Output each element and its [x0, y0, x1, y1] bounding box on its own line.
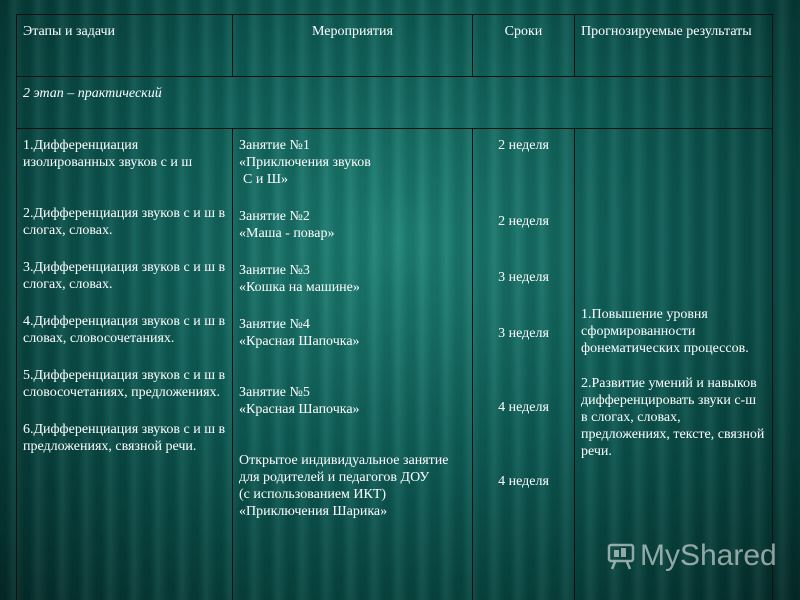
table-header-row — [17, 15, 773, 77]
activity-title: Занятие №5 — [239, 385, 310, 400]
stage-row — [17, 77, 773, 129]
task-item: 3.Дифференциация звуков с и ш в слогах, словах. — [23, 260, 226, 292]
task-item: 2.Дифференциация звуков с и ш в слогах, словах. — [23, 206, 226, 238]
watermark-logo — [606, 536, 777, 576]
activity-title: Занятие №2 — [239, 209, 310, 224]
task-item: 4.Дифференциация звуков с и ш в словах, словосочетаниях. — [23, 314, 226, 346]
activity-name: «Красная Шапочка» — [239, 402, 360, 417]
term-item: 3 неделя — [498, 270, 549, 285]
presentation-board-icon — [606, 541, 636, 571]
activity-title: Занятие №1 — [239, 138, 310, 153]
activities-cell — [233, 129, 473, 600]
tasks-cell — [17, 129, 233, 600]
term-item: 4 неделя — [498, 400, 549, 415]
activity-name: «Кошка на машине» — [239, 280, 360, 295]
results-cell — [575, 129, 773, 600]
stage-label: 2 этап – практический — [17, 77, 773, 129]
activity-name: С и Ш» — [243, 172, 288, 187]
table-row — [17, 129, 773, 600]
task-item: 5.Дифференциация звуков с и ш в словосочетаниях, предложениях. — [23, 368, 226, 400]
header-activities: Мероприятия — [233, 15, 473, 77]
terms-cell — [473, 129, 575, 600]
activity-name: «Красная Шапочка» — [239, 334, 360, 349]
result-item: 1.Повышение уровня сформированности фонематических процессов. — [581, 307, 749, 356]
activity-title: Занятие №4 — [239, 317, 310, 332]
term-item: 2 неделя — [498, 138, 549, 153]
task-item: 6.Дифференциация звуков с и ш в предложениях, связной речи. — [23, 422, 226, 454]
result-item: 2.Развитие умений и навыков дифференцировать звуки с-ш в слогах, словах, предложениях, тексте, связной речи. — [581, 376, 765, 459]
header-stages: Этапы и задачи — [17, 15, 233, 77]
header-results: Прогнозируемые результаты — [575, 15, 773, 77]
term-item: 2 неделя — [498, 214, 549, 229]
header-terms: Сроки — [473, 15, 575, 77]
logo-text: MyShared — [640, 539, 777, 572]
activity-title: Занятие №3 — [239, 263, 310, 278]
term-item: 3 неделя — [498, 326, 549, 341]
activity-name: «Приключения звуков — [239, 155, 371, 170]
activity-name: (с использованием ИКТ) — [239, 487, 387, 502]
term-item: 4 неделя — [498, 474, 549, 489]
activity-name: «Приключения Шарика» — [239, 504, 388, 519]
plan-table — [16, 14, 773, 600]
activity-name: «Маша - повар» — [239, 226, 335, 241]
task-item: 1.Дифференциация изолированных звуков с и ш — [23, 138, 193, 170]
activity-title: Открытое индивидуальное занятие для родителей и педагогов ДОУ — [239, 453, 449, 485]
